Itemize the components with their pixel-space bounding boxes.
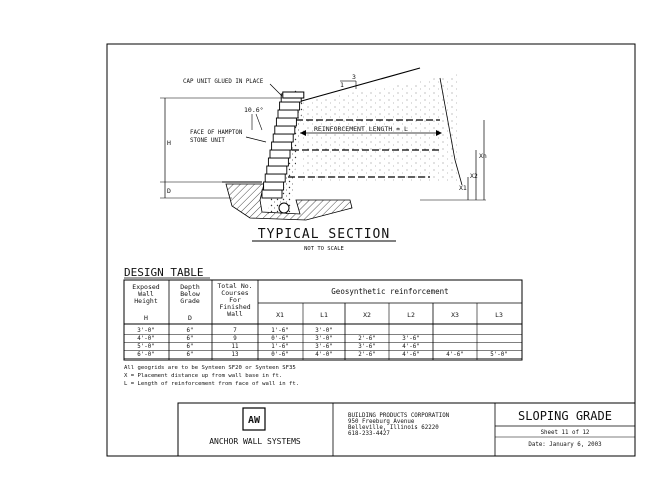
drawing-title: SLOPING GRADE [518, 409, 612, 423]
slope-ratio-side: 1 [340, 81, 344, 89]
geo-header: Geosynthetic reinforcement [331, 287, 449, 296]
sub-header-1: D [188, 314, 192, 322]
wall-block [262, 190, 282, 198]
table-cell: 4'-0" [315, 352, 333, 358]
col-courses-5: Wall [227, 310, 243, 318]
sub-header-6: L2 [407, 311, 415, 319]
d-label: D [167, 187, 171, 195]
cap-unit [283, 92, 304, 98]
sub-header-4: L1 [320, 311, 328, 319]
col-courses-1: Total No. [217, 282, 253, 290]
table-cell: 0'-6" [271, 336, 289, 342]
table-cell: 4'-6" [446, 352, 464, 358]
table-cell: 4'-6" [402, 344, 420, 350]
address-line-2: 950 Freeburg Avenue [348, 419, 415, 425]
design-table-title: DESIGN TABLE [124, 266, 204, 279]
batter-angle-ray [256, 114, 262, 130]
table-cell: 11 [231, 344, 239, 350]
table-note: L = Length of reinforcement from face of wall in ft. [124, 381, 300, 387]
table-body [124, 328, 522, 359]
table-cell: 6" [186, 328, 194, 334]
cap-unit-label: CAP UNIT GLUED IN PLACE [183, 79, 264, 85]
face-label-line1: FACE OF HAMPTON [190, 130, 243, 136]
table-cell: 2'-6" [358, 336, 376, 342]
sub-header-7: X3 [451, 311, 459, 319]
table-cell: 7 [233, 328, 237, 334]
table-cell: 6'-0" [137, 352, 155, 358]
col-exposed-2: Wall [138, 290, 154, 298]
col-exposed-3: Height [134, 297, 158, 305]
wall-block [280, 102, 300, 110]
table-cell: 4'-6" [402, 352, 420, 358]
wall-block [270, 150, 290, 158]
company-name: ANCHOR WALL SYSTEMS [209, 437, 301, 446]
sheet-number: Sheet 11 of 12 [540, 430, 590, 436]
table-cell: 6" [186, 336, 194, 342]
wall-block [268, 158, 288, 166]
drain-pipe [279, 203, 289, 213]
sub-header-3: X1 [276, 311, 284, 319]
table-cell: 6" [186, 344, 194, 350]
sub-header-5: X2 [363, 311, 371, 319]
table-cell: 6" [186, 352, 194, 358]
drawing-date: Date: January 6, 2003 [528, 442, 602, 448]
section-title: TYPICAL SECTION [257, 227, 391, 242]
wall-block [276, 118, 296, 126]
batter-angle: 10.6° [244, 106, 264, 114]
table-cell: 1'-6" [271, 328, 289, 334]
table-notes [124, 365, 299, 387]
table-cell: 3'-6" [402, 336, 420, 342]
reinforcement-label: REINFORCEMENT LENGTH = L [314, 125, 408, 133]
table-note: X = Placement distance up from wall base in ft. [124, 373, 283, 379]
wall-block [265, 174, 285, 182]
col-depth-1: Depth [180, 283, 200, 291]
table-cell: 13 [231, 352, 239, 358]
typical-section [160, 68, 487, 252]
table-cell: 5'-0" [490, 352, 508, 358]
x2-label: X2 [470, 172, 478, 180]
logo-letters: AW [247, 415, 261, 426]
h-label: H [167, 139, 171, 147]
table-cell: 3'-6" [358, 344, 376, 350]
cap-unit-leader [270, 84, 282, 96]
table-cell: 3'-0" [315, 328, 333, 334]
sub-header-0: H [144, 314, 148, 322]
xn-label: Xn [479, 152, 487, 160]
table-sub-headers [144, 311, 503, 322]
table-cell: 3'-0" [315, 336, 333, 342]
address-line-4: 618-233-4427 [348, 431, 390, 437]
col-courses-4: Finished [219, 303, 251, 311]
table-cell: 1'-6" [271, 344, 289, 350]
table-cell: 0'-6" [271, 352, 289, 358]
table-cell: 2'-6" [358, 352, 376, 358]
section-subtitle: NOT TO SCALE [304, 246, 344, 252]
slope-ratio-top: 3 [352, 73, 356, 81]
col-courses-3: For [229, 296, 241, 304]
table-note: All geogrids are to be Synteen SF20 or Synteen SF35 [124, 365, 296, 371]
col-courses-2: Courses [221, 289, 249, 297]
design-table [124, 266, 522, 387]
address-line-3: Belleville, Illinois 62220 [348, 425, 439, 431]
sub-header-8: L3 [495, 311, 503, 319]
wall-block [278, 110, 298, 118]
wall-block [264, 182, 284, 190]
anchor-logo [243, 408, 265, 430]
wall-block [272, 142, 292, 150]
table-cell: 3'-0" [137, 328, 155, 334]
table-cell: 3'-6" [315, 344, 333, 350]
col-depth-2: Below [180, 290, 200, 298]
col-exposed-1: Exposed [132, 283, 160, 291]
table-cell: 5'-0" [137, 344, 155, 350]
col-depth-3: Grade [180, 297, 200, 305]
table-cell: 9 [233, 336, 237, 342]
wall-block [275, 126, 295, 134]
title-block [178, 403, 635, 456]
x1-label: X1 [459, 184, 467, 192]
face-label-leader [246, 137, 266, 142]
table-cell: 4'-0" [137, 336, 155, 342]
wall-block [273, 134, 293, 142]
face-label-line2: STONE UNIT [190, 138, 225, 144]
address-line-1: BUILDING PRODUCTS CORPORATION [348, 413, 450, 419]
wall-block [267, 166, 287, 174]
